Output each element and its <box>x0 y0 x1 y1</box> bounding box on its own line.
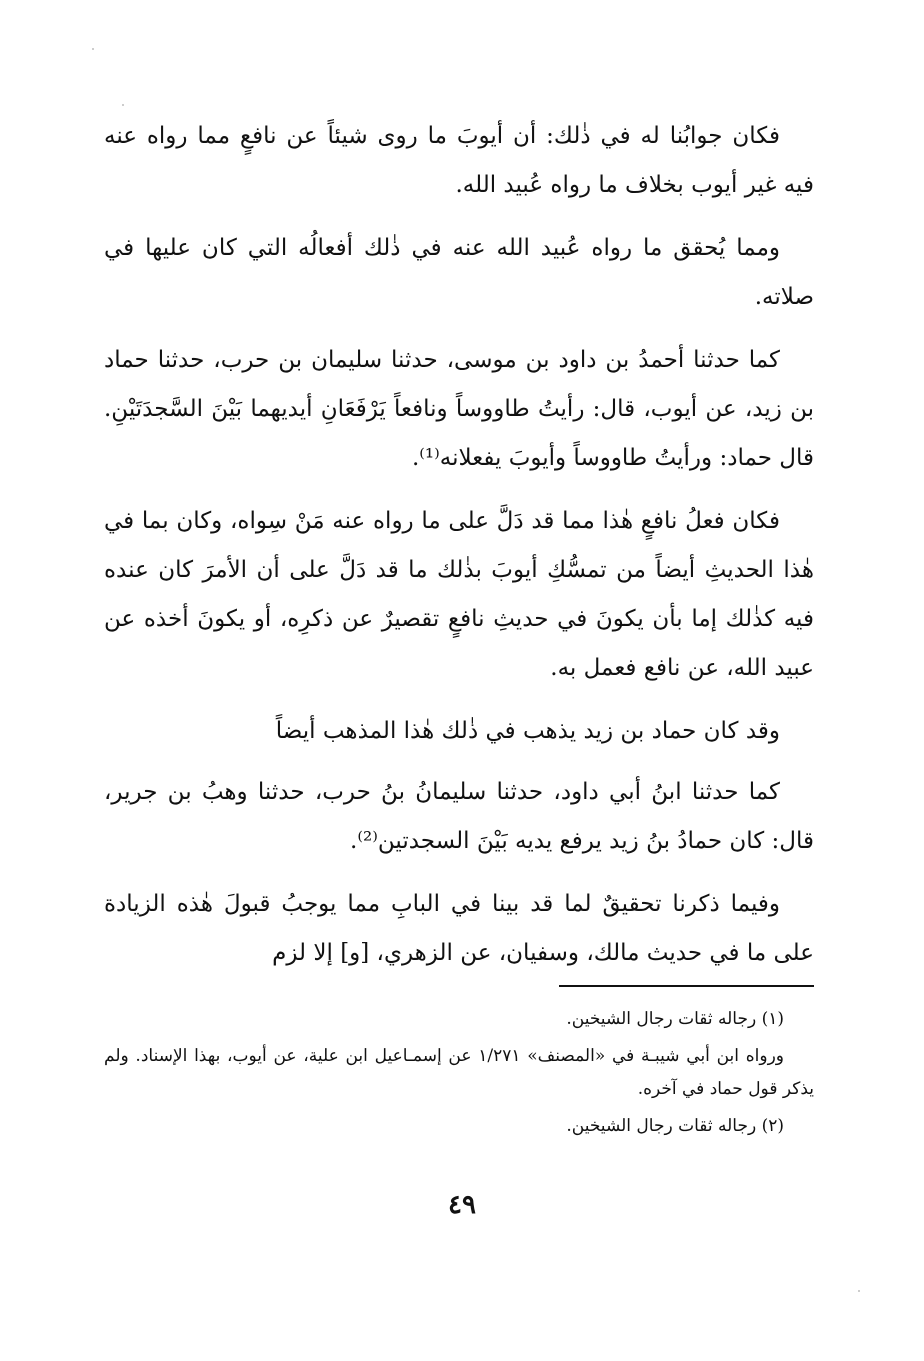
footnote-1-continuation <box>104 1040 814 1106</box>
footnote-2-text: (٢) رجاله ثقات رجال الشيخين. <box>566 1116 784 1136</box>
footnote-1-text: (١) رجاله ثقات رجال الشيخين. <box>566 1009 784 1029</box>
paragraph-5-text: وقد كان حماد بن زيد يذهب في ذٰلك هٰذا المذهب أيضاً <box>275 718 780 744</box>
scan-speck <box>122 104 124 106</box>
paragraph-6 <box>104 768 814 866</box>
scan-speck <box>92 48 94 50</box>
footnote-separator <box>559 985 814 987</box>
scan-speck <box>858 1290 860 1292</box>
paragraph-7-text: وفيما ذكرنا تحقيقٌ لما قد بينا في البابِ مما يوجبُ قبولَ هٰذه الزيادة على ما في حديث مالك، وسفيان، عن الزهري، [و] إلا لزم <box>104 891 814 966</box>
paragraph-2-text: ومما يُحقق ما رواه عُبيد الله عنه في ذٰلك أفعالُه التي كان عليها في صلاته. <box>104 235 814 310</box>
footnote-1-continuation-text: ورواه ابن أبي شيبـة في «المصنف» ١/٢٧١ عن إسمـاعيل ابن علية، عن أيوب، بهذا الإسناد. ولم يذكر قول حماد في آخره. <box>104 1046 814 1099</box>
footnote-2 <box>104 1110 814 1143</box>
footnote-1 <box>104 1003 814 1036</box>
paragraph-1-text: فكان جوابُنا له في ذٰلك: أن أيوبَ ما روى شيئاً عن نافعٍ مما رواه عنه فيه غير أيوب بخلاف ما رواه عُبيد الله. <box>104 123 814 198</box>
paragraph-6-text: كما حدثنا ابنُ أبي داود، حدثنا سليمانُ بنُ حرب، حدثنا وهبُ بن جرير، قال: كان حمادُ بنُ زيد يرفع يديه بَيْنَ السجدتين⁽²⁾. <box>104 779 814 854</box>
paragraph-2 <box>104 224 814 322</box>
paragraph-7 <box>104 880 814 978</box>
paragraph-1 <box>104 112 814 210</box>
paragraph-3-text: كما حدثنا أحمدُ بن داود بن موسى، حدثنا سليمان بن حرب، حدثنا حماد بن زيد، عن أيوب، قال: رأيتُ طاووساً ونافعاً يَرْفَعَانِ أيديهما بَيْنَ السَّجدَتَيْنِ. قال حماد: ورأيتُ طاووساً وأيوبَ يفعلانه⁽¹⁾. <box>104 347 814 471</box>
paragraph-4-text: فكان فعلُ نافعٍ هٰذا مما قد دَلَّ على ما رواه عنه مَنْ سِواه، وكان بما في هٰذا الحديثِ أيضاً من تمسُّكِ أيوبَ بذٰلك ما قد دَلَّ على أن الأمرَ كان عنده فيه كذٰلك إما بأن يكونَ في حديثِ نافعٍ تقصيرٌ عن ذكرِه، أو يكونَ أخذه عن عبيد الله، عن نافع فعمل به. <box>104 508 814 681</box>
paragraph-4 <box>104 497 814 693</box>
footnotes-block <box>104 1003 814 1147</box>
main-text-block <box>104 112 814 992</box>
paragraph-5 <box>104 707 814 756</box>
paragraph-3 <box>104 336 814 483</box>
page-number: ٤٩ <box>448 1190 476 1220</box>
